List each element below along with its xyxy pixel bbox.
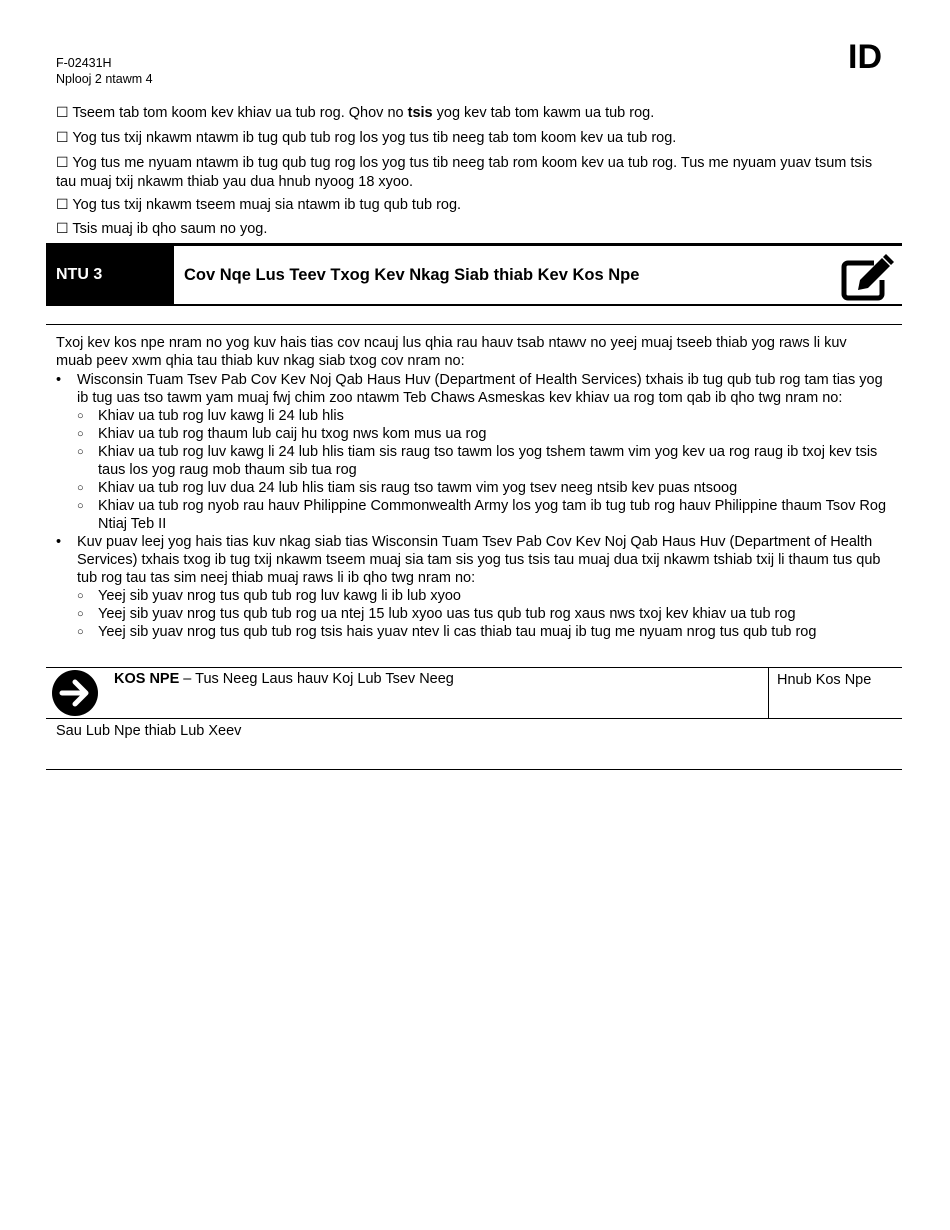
sub-list-item: ○ Yeej sib yuav nrog tus qub tub rog ua ntej 15 lub xyoo uas tus qub tub rog xaus nws txoj kev khiav ua tub rog xyxy=(77,605,886,623)
section-title: Cov Nqe Lus Teev Txog Kev Nkag Siab thiab Kev Kos Npe xyxy=(184,266,640,284)
section-label: NTU 3 xyxy=(46,246,174,304)
checkbox-option-1[interactable] xyxy=(56,104,878,123)
checkbox-label: Yog tus me nyuam ntawm ib tug qub tug rog los yog tus tib neeg tab rom koom kev ua tub rog. Tus me nyuam yuav tsum tsis tau muaj txij nkawm thiab yau dua hnub nyoog 18 xyoo. xyxy=(56,155,873,190)
signature-top-rule xyxy=(46,667,902,668)
checkbox-option-2[interactable] xyxy=(56,129,878,148)
edit-icon xyxy=(840,252,894,302)
checkbox[interactable]: ☐ xyxy=(56,130,69,146)
checkbox-label: Tsis muaj ib qho saum no yog. xyxy=(72,221,268,237)
bullet-text: Wisconsin Tuam Tsev Pab Cov Kev Noj Qab Haus Huv (Department of Health Services) txhais ib tug qub tub rog tam tias yog ib tug uas tso tawm yam muaj fwj chim zoo ntawm Teb Chaws Asmeskas kev khiav ua rog tom qab ib qho twg nram no: xyxy=(77,372,883,406)
checkbox-label: Yog tus txij nkawm tseem muaj sia ntawm ib tug qub tub rog. xyxy=(72,197,462,213)
bullet-text: Kuv puav leej yog hais tias kuv nkag siab tias Wisconsin Tuam Tsev Pab Cov Kev Noj Qab Haus Huv (Department of Health Services) txhais txog ib tug txij nkawm tseem muaj sia tam sis yog tus tsis tau muaj dua txij nkawm tshiab txij li thaum tus qub tub rog tau tas sim neej thiab muaj raws li ib qho twg nram no: xyxy=(77,534,881,586)
signature-field[interactable] xyxy=(114,670,454,688)
checkbox-label-post: yog kev tab tom kawm ua tub rog. xyxy=(432,105,655,121)
signature-label-bold: KOS NPE xyxy=(114,671,180,687)
checkbox-option-5[interactable] xyxy=(56,220,878,239)
field-divider xyxy=(768,668,769,718)
language-badge: ID xyxy=(848,38,882,76)
checkbox-label-bold: tsis xyxy=(407,105,433,121)
checkbox[interactable]: ☐ xyxy=(56,197,69,213)
sub-list-item: ○ Khiav ua tub rog nyob rau hauv Philippine Commonwealth Army los yog tam ib tug tub rog hauv Philippine thaum Tsov Rog Ntiaj Teb II xyxy=(77,497,886,533)
form-header xyxy=(56,55,153,87)
sub-list-item: ○ Khiav ua tub rog luv kawg li 24 lub hlis tiam sis raug tso tawm los yog tshem tawm vim yog kev ua rog raug ib txoj kev tsis taus los yog raug mob thaum sib tua rog xyxy=(77,443,886,479)
page-number: Nplooj 2 ntawm 4 xyxy=(56,72,153,86)
list-item xyxy=(56,533,886,641)
sub-list-item: ○ Khiav ua tub rog luv dua 24 lub hlis tiam sis raug tso tawm vim yog tsev neeg ntsib kev puas ntsoog xyxy=(77,479,886,497)
sub-list-item: ○ Yeej sib yuav nrog tus qub tub rog luv kawg li ib lub xyoo xyxy=(77,587,886,605)
statements-list xyxy=(56,371,886,641)
date-signed-field[interactable]: Hnub Kos Npe xyxy=(777,672,872,688)
section-bottom-rule xyxy=(46,304,902,306)
checkbox-option-3[interactable] xyxy=(56,154,878,192)
checkbox-label: Yog tus txij nkawm ntawm ib tug qub tub rog los yog tus tib neeg tab tom koom kev ua tub rog. xyxy=(72,130,677,146)
signature-label: – Tus Neeg Laus hauv Koj Lub Tsev Neeg xyxy=(179,671,454,687)
city-state-field[interactable]: Sau Lub Npe thiab Lub Xeev xyxy=(56,723,242,739)
city-bottom-rule xyxy=(46,769,902,770)
checkbox-option-4[interactable] xyxy=(56,196,878,215)
sub-list-item: ○ Yeej sib yuav nrog tus qub tub rog tsis hais yuav ntev li cas thiab tau muaj ib tug me nyuam nrog tus qub tub rog xyxy=(77,623,886,641)
sub-list-item: ○ Khiav ua tub rog thaum lub caij hu txog nws kom mus ua rog xyxy=(77,425,886,443)
signature-bottom-rule xyxy=(46,718,902,719)
intro-paragraph: Txoj kev kos npe nram no yog kuv hais tias cov ncauj lus qhia rau hauv tsab ntawv no yeej muaj tseeb thiab yog raws li kuv muab peev xwm qhia tau thiab kuv nkag siab txog cov nram no: xyxy=(56,335,847,369)
checkbox[interactable]: ☐ xyxy=(56,155,69,171)
arrow-right-icon xyxy=(52,670,98,716)
checkbox[interactable]: ☐ xyxy=(56,105,69,121)
sub-list-item: ○ Khiav ua tub rog luv kawg li 24 lub hlis xyxy=(77,407,886,425)
checkbox[interactable]: ☐ xyxy=(56,221,69,237)
list-item xyxy=(56,371,886,533)
checkbox-label-pre: Tseem tab tom koom kev khiav ua tub rog. Qhov no xyxy=(72,105,408,121)
divider xyxy=(46,324,902,325)
form-number: F-02431H xyxy=(56,56,112,70)
